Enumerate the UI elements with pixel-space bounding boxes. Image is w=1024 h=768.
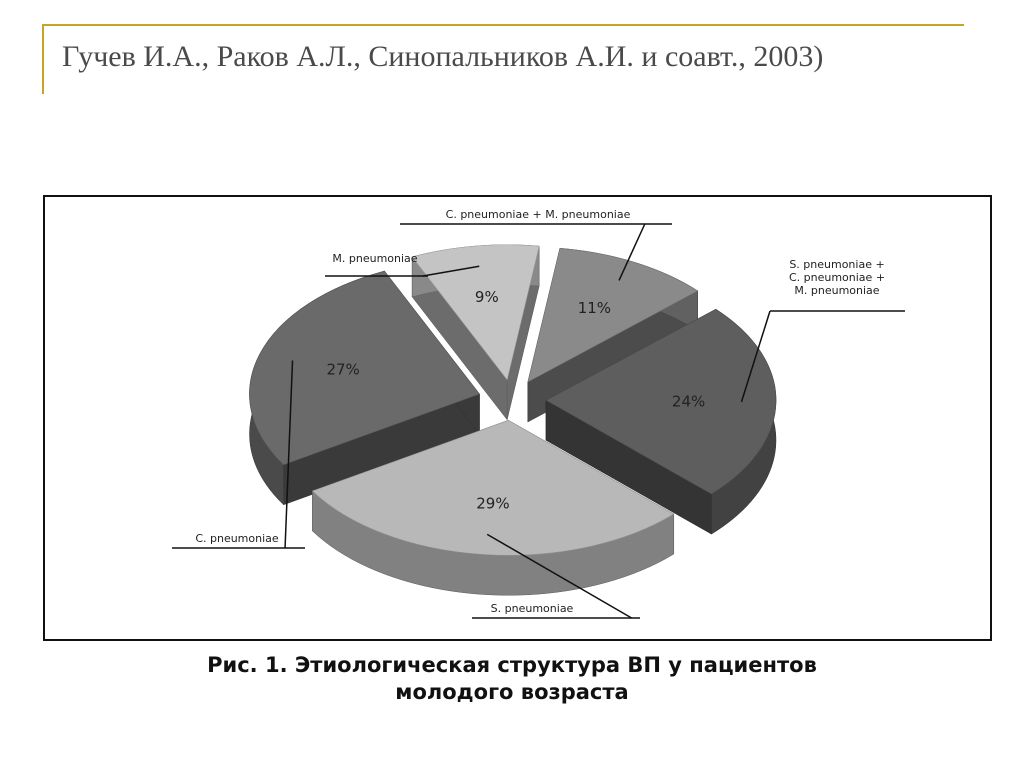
figure-caption-line-2: молодого возраста [395,680,629,704]
slice-percent-label: 11% [577,298,612,317]
series-label-2: M. pneumoniae [794,284,880,297]
series-label-1: C. pneumoniae + M. pneumoniae [445,208,631,221]
slice-percent-label: 24% [671,392,706,411]
figure-caption-line-1: Рис. 1. Этиологическая структура ВП у пациентов [207,653,817,677]
slide-title: Гучев И.А., Раков А.Л., Синопальников А.И. и соавт., 2003) [62,40,824,73]
slice-percent-label: 27% [326,360,360,379]
series-label-4: C. pneumoniae [195,532,279,545]
series-label-2: S. pneumoniae + [789,258,885,271]
series-label-2: C. pneumoniae + [788,271,886,284]
series-label-5: M. pneumoniae [332,252,418,265]
slice-percent-label: 29% [476,494,510,513]
slice-percent-label: 9% [474,287,499,306]
series-label-3: S. pneumoniae [490,602,574,615]
